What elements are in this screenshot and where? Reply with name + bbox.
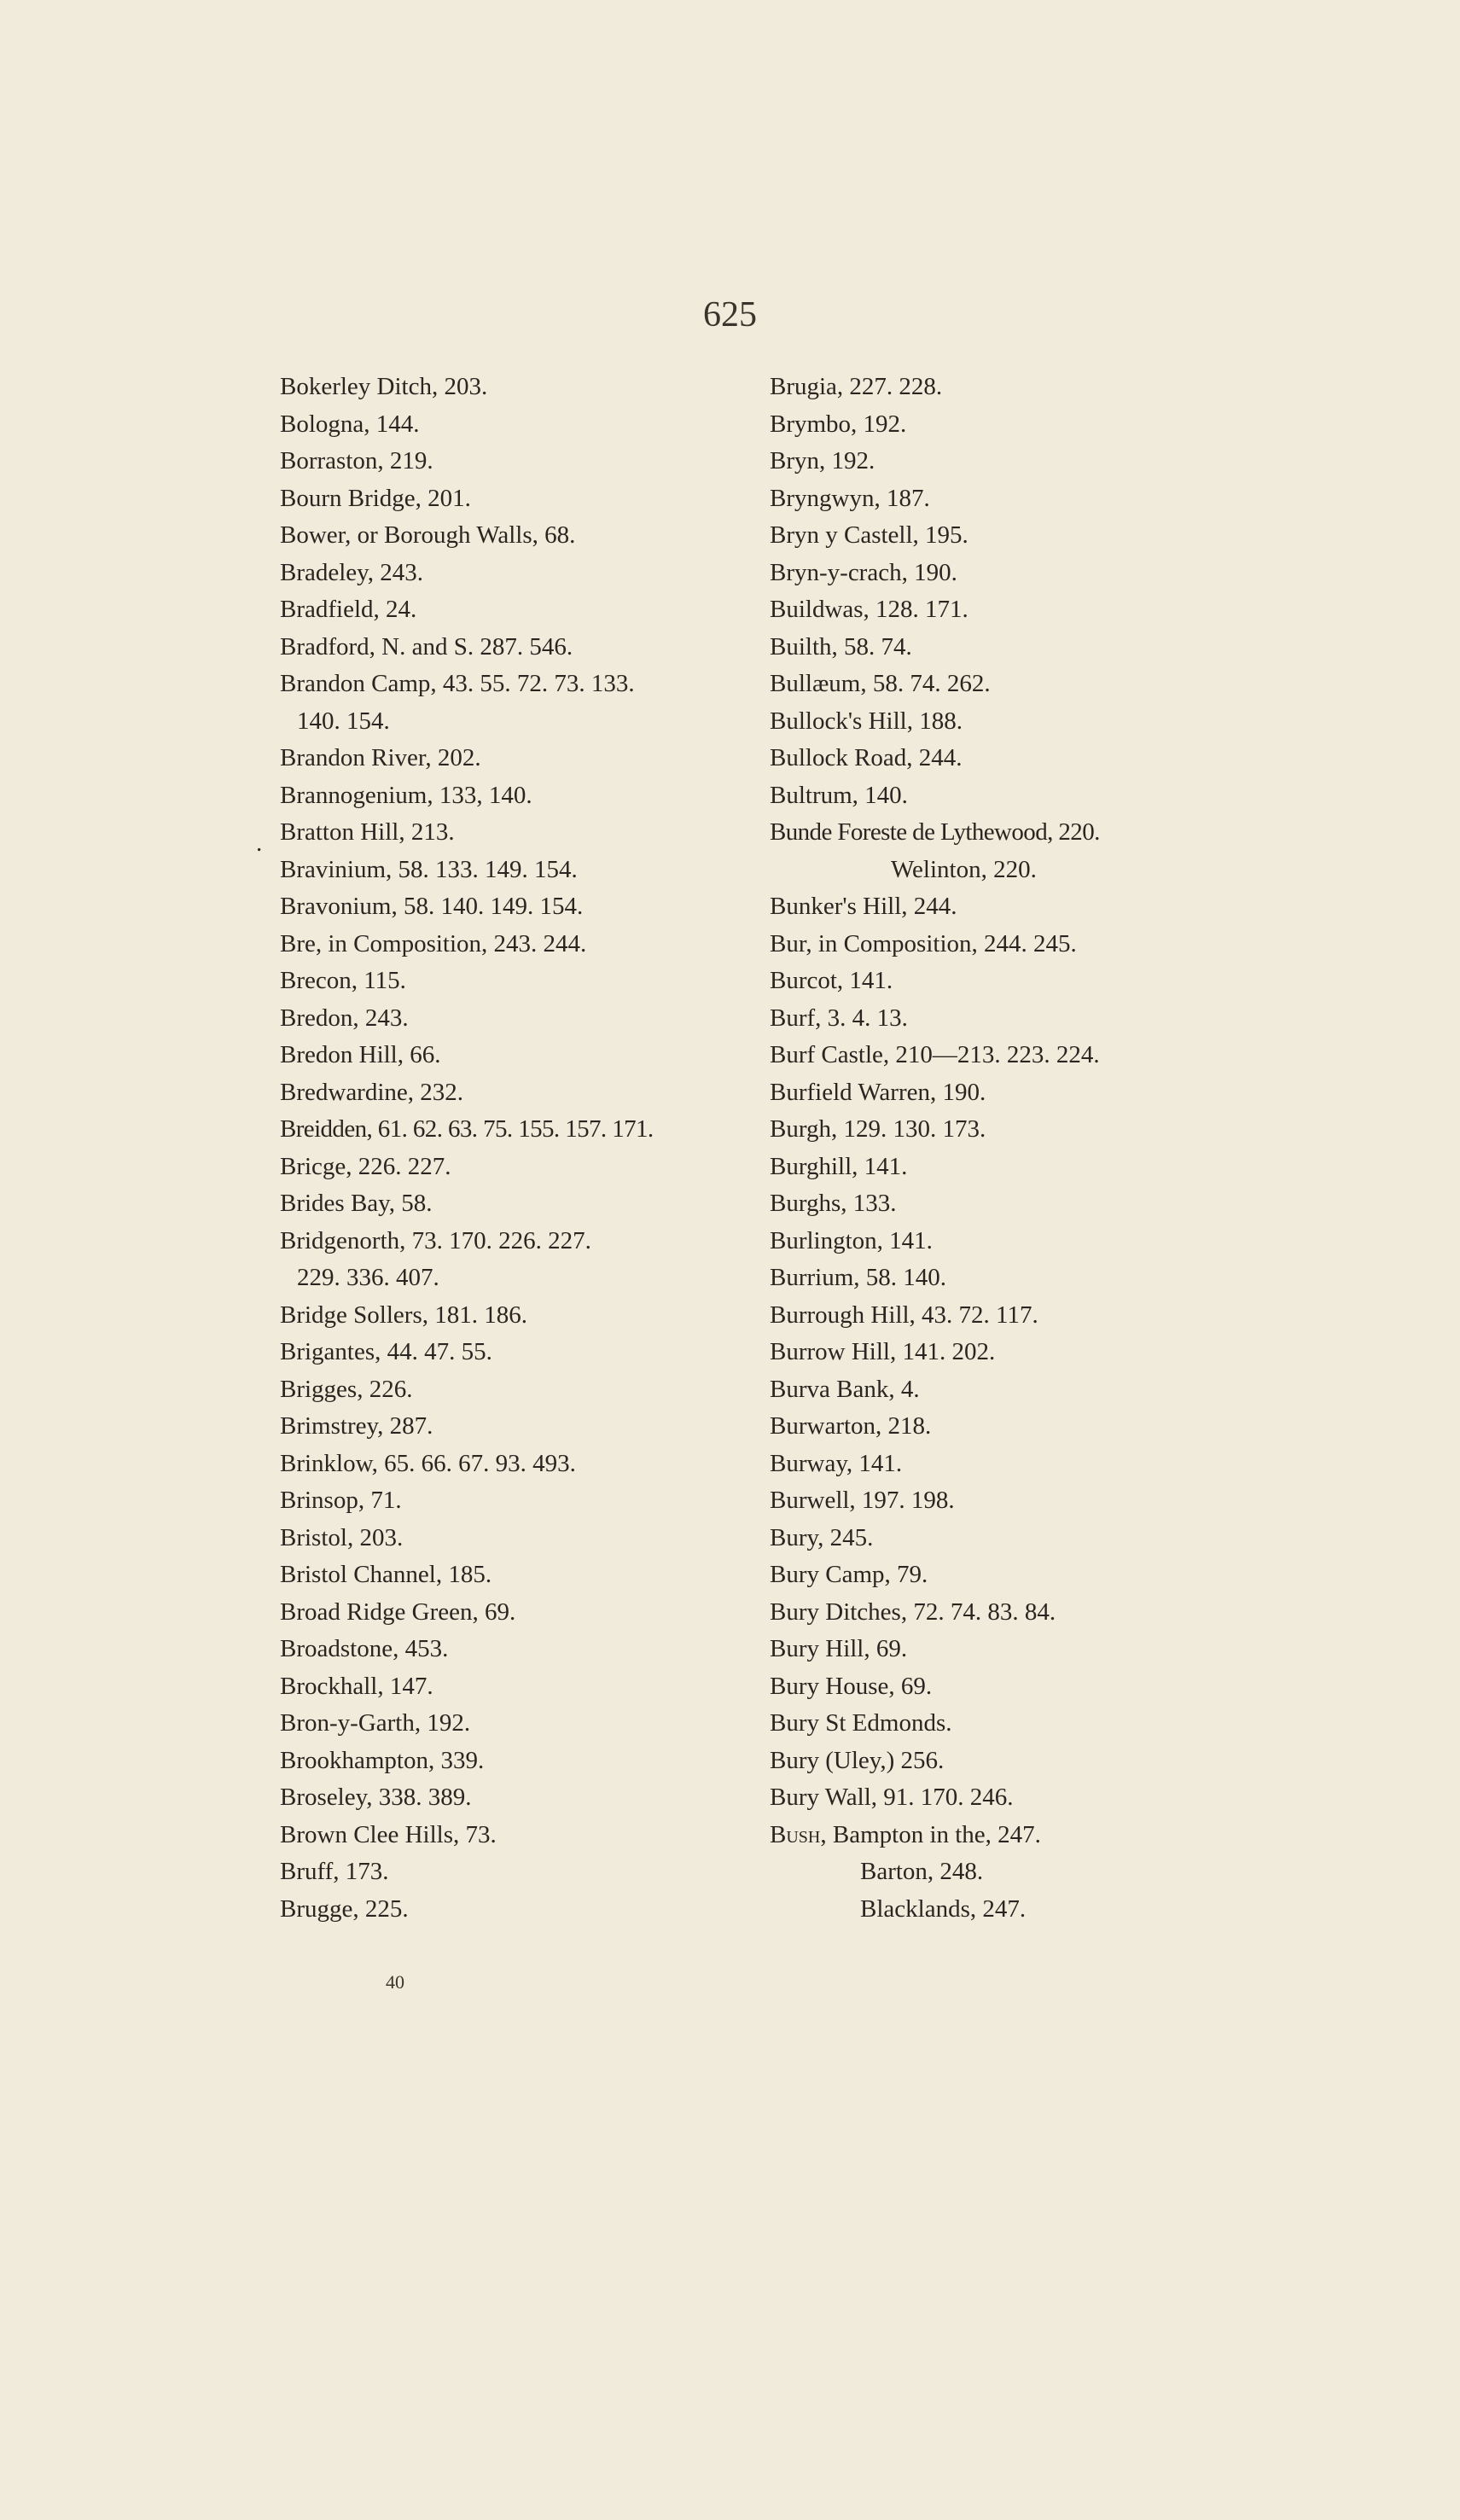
index-entry: Brown Clee Hills, 73. [280,1820,497,1848]
index-entry: Burghs, 133. [770,1190,897,1217]
index-entry: Bury (Uley,) 256. [770,1746,945,1774]
index-entry: Burf, 3. 4. 13. [770,1004,908,1032]
index-entry: Builth, 58. 74. [770,632,912,661]
index-entry: Burrough Hill, 43. 72. 117. [770,1301,1038,1329]
signature-mark: 40 [386,1971,404,1993]
index-entry: Bridge Sollers, 181. 186. [280,1301,527,1329]
index-entry: Brymbo, 192. [770,410,907,438]
index-entry: Brannogenium, 133, 140. [280,781,532,809]
index-entry: Bron-y-Garth, 192. [280,1709,471,1737]
index-entry-continuation: Blacklands, 247. [860,1894,1027,1923]
index-entry [770,1817,1213,1854]
index-entry: Bultrum, 140. [770,781,908,809]
index-entry: Bradeley, 243. [280,558,424,586]
index-entry: Bridgenorth, 73. 170. 226. 227. [280,1226,591,1254]
index-entry: Bury St Edmonds. [770,1709,952,1737]
index-entry: Broad Ridge Green, 69. [280,1598,516,1626]
index-entry: Bunker's Hill, 244. [770,893,957,920]
index-entry: Bredon, 243. [280,1004,409,1032]
index-entry: Brookhampton, 339. [280,1746,485,1774]
index-entry: Bokerley Ditch, 203. [280,373,488,400]
index-entry: Bradford, N. and S. 287. 546. [280,632,573,661]
index-entry: Bravinium, 58. 133. 149. 154. [280,855,578,883]
index-entry-continuation: Barton, 248. [860,1858,984,1885]
index-entry: Bury Wall, 91. 170. 246. [770,1784,1014,1811]
index-entry: Bryn y Castell, 195. [770,521,968,549]
index-entry: Bryngwyn, 187. [770,484,930,512]
index-entry: Bourn Bridge, 201. [280,484,471,512]
index-entry: Burlington, 141. [770,1226,933,1254]
index-entry: Burcot, 141. [770,967,893,994]
index-entry: Bullæum, 58. 74. 262. [770,670,991,697]
index-entry: Bury House, 69. [770,1672,933,1700]
index-entry: Brimstrey, 287. [280,1412,433,1440]
index-entry: Breidden, 61. 62. 63. 75. 155. 157. 171. [280,1115,654,1143]
index-entry: Brandon River, 202. [280,744,481,771]
index-entry: Bur, in Composition, 244. 245. [770,929,1077,957]
index-entry: Brugge, 225. [280,1894,409,1923]
index-entry: Brugia, 227. 228. [770,373,943,400]
index-entry: Brinsop, 71. [280,1487,402,1514]
index-entry: Bratton Hill, 213. [280,818,455,846]
index-entry: Buildwas, 128. 171. [770,596,968,623]
index-entry-head: Bush [770,1820,821,1848]
index-entry: Brides Bay, 58. [280,1190,433,1217]
margin-mark: . [256,829,263,857]
index-entry: Burf Castle, 210—213. 223. 224. [770,1041,1100,1068]
index-entry: Burrium, 58. 140. [770,1264,947,1291]
index-entry: Bruff, 173. [280,1858,389,1885]
index-entry: Brockhall, 147. [280,1672,433,1700]
index-entry-rest: , Bampton in the, 247. [820,1820,1041,1848]
index-entry: Bunde Foreste de Lythewood, 220. [770,818,1100,846]
index-column-left [280,369,741,1928]
index-entry: Bradfield, 24. [280,596,417,623]
index-entry: Brecon, 115. [280,967,406,994]
index-entry: Bredon Hill, 66. [280,1041,441,1068]
index-entry-continuation: 140. 154. [297,707,390,735]
index-entry: Brigges, 226. [280,1375,413,1403]
index-entry: Bristol, 203. [280,1523,404,1551]
index-entry: Bury, 245. [770,1523,874,1551]
index-entry: Burwarton, 218. [770,1412,932,1440]
index-entry: Burway, 141. [770,1449,903,1477]
index-entry-continuation: 229. 336. 407. [297,1264,439,1291]
index-entry: Brandon Camp, 43. 55. 72. 73. 133. [280,670,635,697]
index-entry: Burghill, 141. [770,1152,908,1180]
index-entry: Bravonium, 58. 140. 149. 154. [280,893,584,920]
index-entry: Bury Camp, 79. [770,1561,928,1588]
index-entry: Burva Bank, 4. [770,1375,920,1403]
index-entry-continuation: Welinton, 220. [891,855,1037,883]
index-entry: Bre, in Composition, 243. 244. [280,929,587,957]
index-entry: Bologna, 144. [280,410,420,438]
index-entry: Broadstone, 453. [280,1635,449,1662]
index-entry: Bower, or Borough Walls, 68. [280,521,576,549]
index-entry: Burwell, 197. 198. [770,1487,955,1514]
index-entry: Brigantes, 44. 47. 55. [280,1338,492,1365]
index-entry: Bristol Channel, 185. [280,1561,492,1588]
index-entry: Burgh, 129. 130. 173. [770,1115,986,1143]
index-entry: Bredwardine, 232. [280,1078,464,1106]
index-entry: Bury Ditches, 72. 74. 83. 84. [770,1598,1056,1626]
index-entry: Burfield Warren, 190. [770,1078,986,1106]
index-entry: Bury Hill, 69. [770,1635,908,1662]
index-entry: Broseley, 338. 389. [280,1784,472,1811]
index-entry: Bullock's Hill, 188. [770,707,963,735]
index-entry: Burrow Hill, 141. 202. [770,1338,996,1365]
index-entry: Brinklow, 65. 66. 67. 93. 493. [280,1449,576,1477]
index-entry: Bryn-y-crach, 190. [770,558,957,586]
index-column-right [770,369,1213,1928]
index-entry: Bullock Road, 244. [770,744,963,771]
index-entry: Bryn, 192. [770,447,875,474]
page-number: 625 [703,295,757,335]
index-entry: Bricge, 226. 227. [280,1152,451,1180]
index-entry: Borraston, 219. [280,447,433,474]
